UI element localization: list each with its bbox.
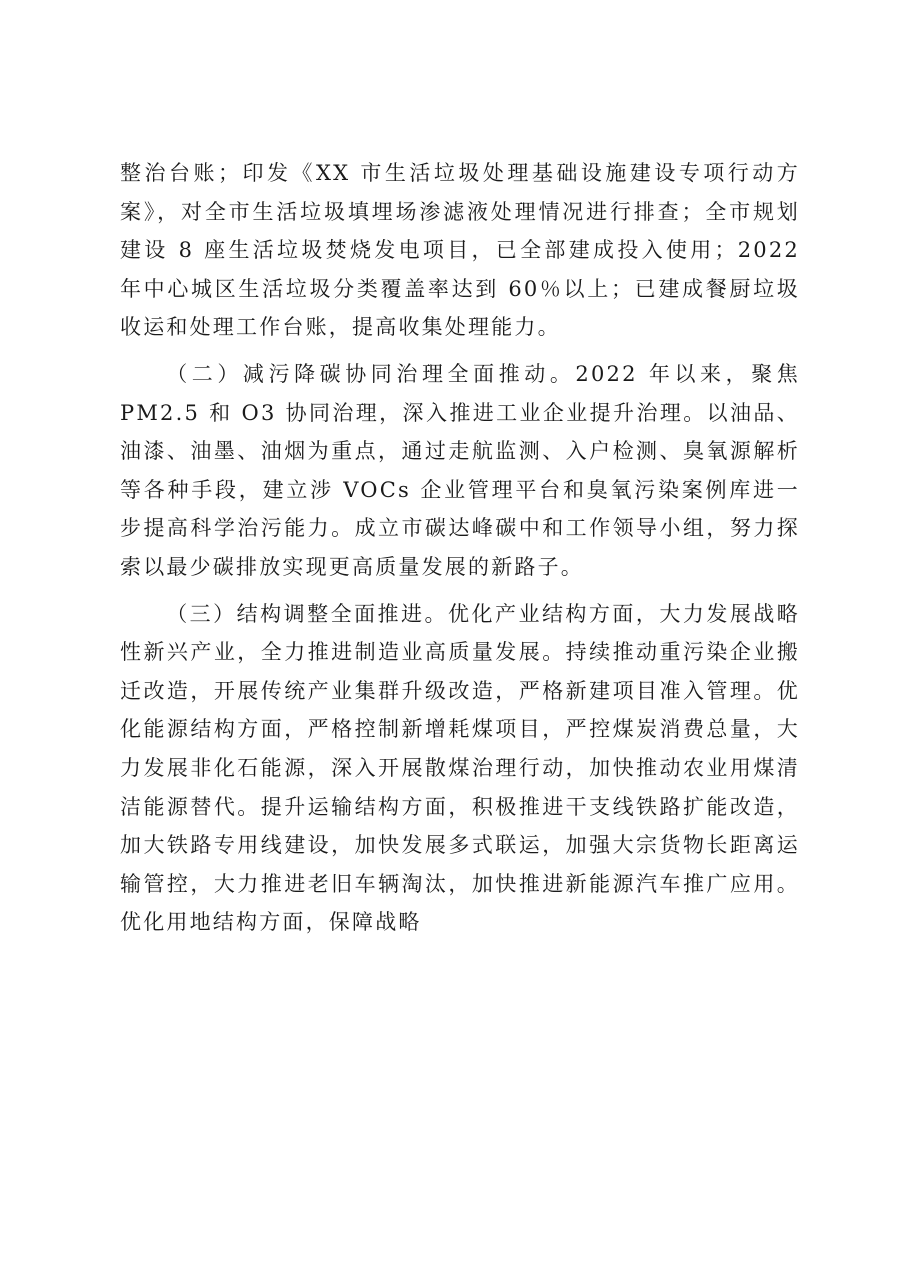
- document-body: [120, 154, 800, 950]
- paragraph-section-3: （三）结构调整全面推进。优化产业结构方面，大力发展战略性新兴产业，全力推进制造业高质量发展。持续推动重污染企业搬迁改造，开展传统产业集群升级改造，严格新建项目准入管理。优化能源结构方面，严格控制新增耗煤项目，严控煤炭消费总量，大力发展非化石能源，深入开展散煤治理行动，加快推动农业用煤清洁能源替代。提升运输结构方面，积极推进干支线铁路扩能改造，加大铁路专用线建设，加快发展多式联运，加强大宗货物长距离运输管控，大力推进老旧车辆淘汰，加快推进新能源汽车推广应用。优化用地结构方面，保障战略: [120, 601, 800, 935]
- paragraph-continuation: 整治台账；印发《XX 市生活垃圾处理基础设施建设专项行动方案》，对全市生活垃圾填埋场渗滤液处理情况进行排查；全市规划建设 8 座生活垃圾焚烧发电项目，已全部建成投入使用；2022 年中心城区生活垃圾分类覆盖率达到 60％以上；已建成餐厨垃圾收运和处理工作台账，提高收集处理能力。: [120, 161, 800, 340]
- paragraph-section-2: （二）减污降碳协同治理全面推动。2022 年以来，聚焦 PM2.5 和 O3 协同治理，深入推进工业企业提升治理。以油品、油漆、油墨、油烟为重点，通过走航监测、入户检测、臭氧源解析等各种手段，建立涉 VOCs 企业管理平台和臭氧污染案例库进一步提高科学治污能力。成立市碳达峰碳中和工作领导小组，努力探索以最少碳排放实现更高质量发展的新路子。: [120, 361, 800, 579]
